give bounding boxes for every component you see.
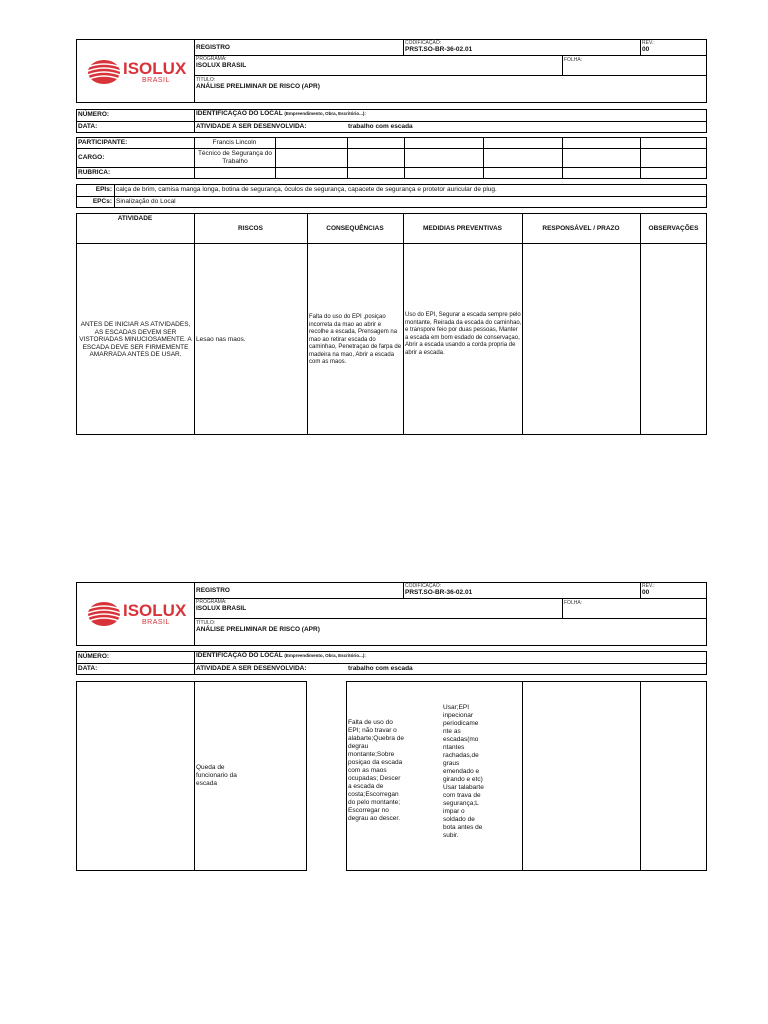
codificacao-label: CODIFICAÇÃO: xyxy=(405,40,442,46)
rev-label: REV.: xyxy=(642,40,655,46)
participants-box xyxy=(76,137,707,179)
numero-label: NÚMERO: xyxy=(78,111,110,118)
logo-sub-2: BRASIL xyxy=(142,619,170,626)
logo-name: ISOLUX xyxy=(123,59,187,78)
row1-medidas: Uso do EPI, Segurar a escada sempre pelo montante, Reirada da escada do caminhao, e transpore feio por duas pessoas, Manter a escada em bom esdado de conservaçao, Abrir a escada usando a corda propria de abrir a escada. xyxy=(405,312,522,356)
folha-label-2: FOLHA: xyxy=(564,600,583,606)
participante-value: Francis Lincoln xyxy=(212,139,257,146)
titulo-label: TÍTULO: xyxy=(196,77,216,83)
rev-value: 00 xyxy=(642,46,650,53)
col-medidas-header: MEDIDIAS PREVENTIVAS xyxy=(423,225,502,232)
logo-name-2: ISOLUX xyxy=(123,601,187,620)
logo-mark-icon xyxy=(86,600,122,628)
isolux-logo xyxy=(86,58,186,88)
col-consequencias-header: CONSEQUÊNCIAS xyxy=(326,225,384,232)
ident-label-text: IDENTIFICAÇÃO DO LOCAL xyxy=(196,110,283,117)
programa-value-2: ISOLUX BRASIL xyxy=(196,605,247,612)
epis-value: calça de brim, camisa manga longa, botina de segurança, óculos de segurança, capacete de segurança e protetor auricular de plug. xyxy=(116,186,497,193)
col-atividade-header: ATIVIDADE xyxy=(117,215,153,222)
ident-sub-text-2: (Empreendimento, Obra, Escritório...): xyxy=(284,653,366,658)
codificacao-label-2: CODIFICAÇÃO: xyxy=(405,583,442,589)
atividade-label-2: ATIVIDADE A SER DESENVOLVIDA: xyxy=(196,665,307,672)
epis-label: EPIs: xyxy=(95,186,112,193)
data-label: DATA: xyxy=(78,123,98,130)
row1-atividade: ANTES DE INICIAR AS ATIVIDADES, AS ESCADAS DEVEM SER VISTORIADAS MINUCIOSAMENTE. A ESCADA DEVE SER FIRMEMENTE AMARRADA ANTES DE USAR. xyxy=(79,321,192,358)
participante-label: PARTICIPANTE: xyxy=(78,139,128,146)
row2-medidas: Usar;EPI inpecionar periodicame nte as escadas(mo ntantes rachadas,de graus emendado e girando e etc) Usar talabarte com trava de segurança;L impar o soldado de bota antes de subir. xyxy=(443,704,484,839)
data-label-2: DATA: xyxy=(78,665,98,672)
row2-box-a xyxy=(76,681,307,871)
programa-label-2: PROGRAMA: xyxy=(196,599,227,605)
folha-label: FOLHA: xyxy=(564,57,583,63)
col-riscos-header: RISCOS xyxy=(238,225,263,232)
programa-value: ISOLUX BRASIL xyxy=(196,62,247,69)
col-responsavel-header: RESPONSÁVEL / PRAZO xyxy=(542,225,620,232)
ident-sub-text: (Empreendimento, Obra, Escritório...): xyxy=(284,111,366,116)
atividade-value-2: trabalho com escada xyxy=(348,665,413,672)
epcs-label: EPCs: xyxy=(92,198,112,205)
ident-label-text-2: IDENTIFICAÇÃO DO LOCAL xyxy=(196,652,283,659)
codificacao-value: PRST.SO-BR-36-02.01 xyxy=(405,46,473,53)
isolux-logo-2 xyxy=(86,600,186,630)
numero-label-2: NÚMERO: xyxy=(78,653,110,660)
row1-riscos: Lesao nas maos. xyxy=(196,336,246,343)
registro-label-2: REGISTRO xyxy=(196,587,230,594)
cargo-label: CARGO: xyxy=(78,154,105,161)
logo-mark-icon xyxy=(86,58,122,86)
rev-value-2: 00 xyxy=(642,589,650,596)
row1-consequencias: Falta do uso do EPI ,posiçao incorreta da mao ao abrir e recolhe a escada, Prensagem na mao ao retirar escada do caminhao, Penetraçao de farpa de madeira na mao, Abrir a escada com as maos. xyxy=(309,314,402,365)
atividade-value: trabalho com escada xyxy=(348,123,413,130)
epcs-value: Sinalização do Local xyxy=(116,198,176,205)
row2-riscos: Queda de funcionario da escada xyxy=(196,764,237,787)
titulo-value: ANÁLISE PRELIMINAR DE RISCO (APR) xyxy=(196,83,320,90)
rubrica-label: RUBRICA: xyxy=(78,169,111,176)
logo-sub: BRASIL xyxy=(142,77,170,84)
atividade-label: ATIVIDADE A SER DESENVOLVIDA: xyxy=(196,123,307,130)
col-observacoes-header: OBSERVAÇÕES xyxy=(648,225,699,232)
registro-label: REGISTRO xyxy=(196,44,230,51)
programa-label: PROGRAMA: xyxy=(196,56,227,62)
row2-consequencias: Falta de uso do EPI; não travar o alabarte;Quebra de degrau montante;Sobre posiçao da escada com as maos ocupadas; Descer a escada de costa;Escorregan do pelo montante; Escorregar no degrau ao descer. xyxy=(348,719,405,822)
ident-label-2 xyxy=(196,652,366,660)
rev-label-2: REV.: xyxy=(642,583,655,589)
cargo-value: Técnico de Segurança do Trabalho xyxy=(197,150,273,165)
codificacao-value-2: PRST.SO-BR-36-02.01 xyxy=(405,589,473,596)
titulo-value-2: ANÁLISE PRELIMINAR DE RISCO (APR) xyxy=(196,626,320,633)
titulo-label-2: TÍTULO: xyxy=(196,620,216,626)
ident-label xyxy=(196,110,366,118)
